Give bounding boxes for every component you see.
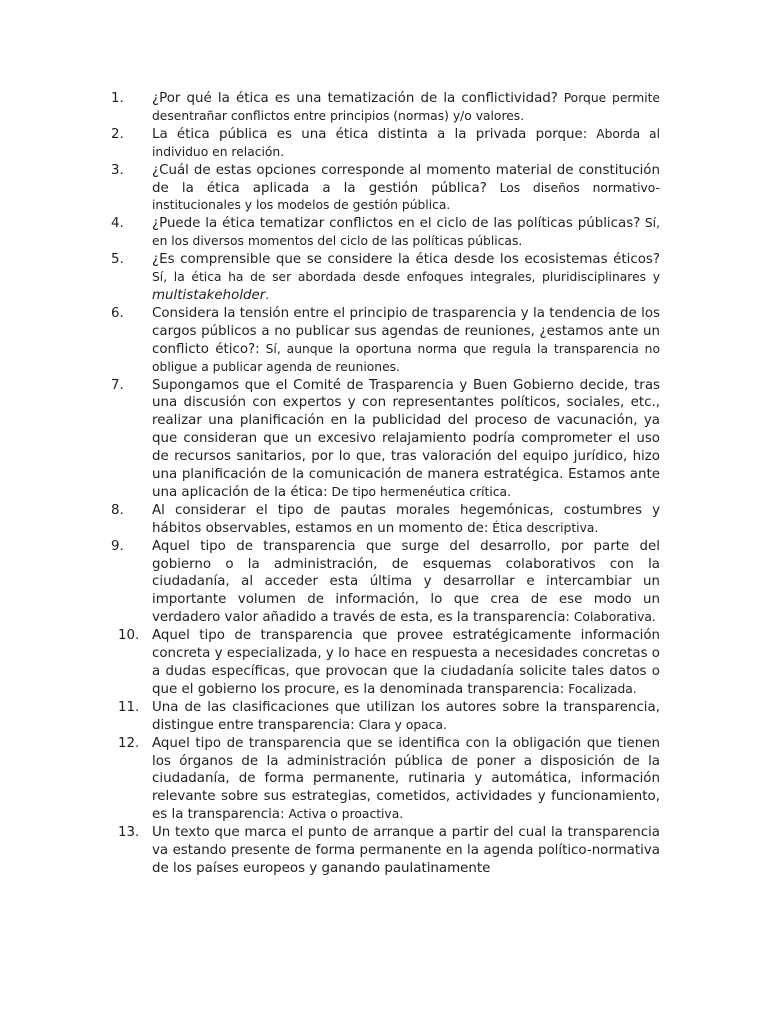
item-answer: Sí, en los diversos momentos del ciclo de las políticas públicas. xyxy=(152,216,660,249)
item-number: 7. xyxy=(111,377,124,393)
list-item xyxy=(111,735,660,825)
list-item xyxy=(111,126,660,162)
list-item xyxy=(111,502,660,538)
item-question: Aquel tipo de transparencia que surge del desarrollo, por parte del gobierno o la administración, de esquemas colaborativos con la ciudadanía, al acceder esta última y desarrollar e intercambiar un importante volumen de información, lo que crea de ese modo un verdadero valor añadido a través de esta, es la transparencia: xyxy=(152,538,660,626)
list-item xyxy=(111,824,660,878)
list-item xyxy=(111,305,660,377)
item-answer: Clara y opaca. xyxy=(354,717,447,732)
item-answer: Ética descriptiva. xyxy=(488,520,599,535)
item-question: ¿Cuál de estas opciones corresponde al momento material de constitución de la ética aplicada a la gestión pública? xyxy=(152,162,660,196)
list-item xyxy=(111,699,660,735)
item-answer: Activa o proactiva. xyxy=(284,807,404,822)
item-number: 5. xyxy=(111,252,124,268)
item-answer-tail: . xyxy=(265,287,270,302)
list-item xyxy=(111,251,660,305)
item-number: 2. xyxy=(111,126,124,142)
item-number: 4. xyxy=(111,216,124,232)
item-answer: Aborda al individuo en relación. xyxy=(152,126,660,159)
list-item xyxy=(111,627,660,699)
item-question: ¿Es comprensible que se considere la ética desde los ecosistemas éticos? xyxy=(152,252,660,268)
item-number: 12. xyxy=(118,735,140,751)
item-question: Aquel tipo de transparencia que se identifica con la obligación que tienen los órganos de la administración pública de poner a disposición de la ciudadanía, de forma permanente, rutinaria y automática, información relevante sobre sus estrategias, cometidos, actividades y funcionamiento, es la transparencia: xyxy=(152,735,660,823)
list-item xyxy=(111,90,660,126)
item-question: ¿Puede la ética tematizar conflictos en el ciclo de las políticas públicas? xyxy=(152,216,641,232)
item-number: 6. xyxy=(111,305,124,321)
item-answer: De tipo hermenéutica crítica. xyxy=(327,484,511,499)
item-answer: Sí, la ética ha de ser abordada desde enfoques integrales, pluridisciplinares y xyxy=(152,270,660,285)
list-item xyxy=(111,377,660,502)
item-answer-emphasis: multistakeholder xyxy=(152,287,266,303)
item-answer: Sí, aunque la oportuna norma que regula la transparencia no obligue a publicar agenda de reuniones. xyxy=(152,341,660,374)
item-answer: Focalizada. xyxy=(564,681,637,696)
question-list xyxy=(111,90,660,925)
item-answer: Colaborativa. xyxy=(569,610,656,625)
item-question: Al considerar el tipo de pautas morales hegemónicas, costumbres y hábitos observables, estamos en un momento de: xyxy=(152,502,660,536)
item-answer: Los diseños normativo-institucionales y los modelos de gestión pública. xyxy=(152,180,660,213)
list-item xyxy=(111,215,660,251)
item-answer: Porque permite desentrañar conflictos entre principios (normas) y/o valores. xyxy=(152,91,660,123)
item-number: 8. xyxy=(111,502,124,518)
item-number: 1. xyxy=(111,91,124,106)
list-item xyxy=(111,162,660,216)
item-question: Aquel tipo de transparencia que provee estratégicamente información concreta y especializada, y lo hace en respuesta a necesidades concretas o a dudas específicas, que provocan que la ciudadanía solicite tales datos o que el gobierno los procure, es la denominada transparencia: xyxy=(152,628,660,697)
item-question: Un texto que marca el punto de arranque a partir del cual la transparencia va estando presente de forma permanente en la agenda político-normativa de los países europeos y ganando paulatinamente xyxy=(152,825,660,876)
item-number: 11. xyxy=(118,699,140,715)
item-number: 9. xyxy=(111,538,124,554)
list-item xyxy=(111,538,660,628)
item-question: Considera la tensión entre el principio de trasparencia y la tendencia de los cargos públicos a no publicar sus agendas de reuniones, ¿estamos ante un conflicto ético?: xyxy=(152,305,660,357)
item-number: 3. xyxy=(111,162,124,178)
item-question: Una de las clasificaciones que utilizan los autores sobre la transparencia, distingue entre transparencia: xyxy=(152,699,660,733)
item-question: ¿Por qué la ética es una tematización de la conflictividad? xyxy=(152,91,558,106)
item-number: 10. xyxy=(118,628,140,644)
item-number: 13. xyxy=(118,825,140,841)
item-question: La ética pública es una ética distinta a la privada porque: xyxy=(152,126,588,142)
item-question: Supongamos que el Comité de Trasparencia y Buen Gobierno decide, tras una discusión con expertos y con representantes políticos, sociales, etc., realizar una planificación en la publicidad del proceso de vacunación, ya que consideran que un excesivo relajamiento podría comprometer el uso de recursos sanitarios, por lo que, tras valoración del equipo jurídico, hizo una planificación de la comunicación de manera estratégica. Estamos ante una aplicación de la ética: xyxy=(152,377,660,500)
